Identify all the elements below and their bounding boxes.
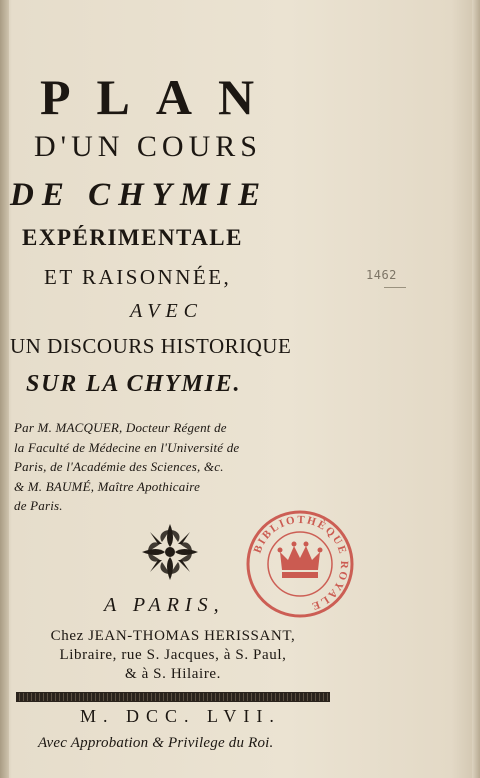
publisher-imprint [12, 627, 334, 684]
publication-place: A PARIS, [104, 594, 225, 616]
subtitle-line-6: UN DISCOURS HISTORIQUE [10, 334, 292, 358]
subtitle-line-7: SUR LA CHYMIE. [26, 371, 242, 397]
credits-line-4: & M. BAUMÉ, Maître Apothicaire [14, 478, 201, 494]
credits-line-3: Paris, de l'Académie des Sciences, &c. [14, 459, 224, 474]
subtitle-line-5: AVEC [130, 300, 203, 322]
subtitle-line-3: EXPÉRIMENTALE [22, 225, 243, 250]
svg-text:BIBLIOTHÈQUE ROYALE: BIBLIOTHÈQUE ROYALE [251, 513, 351, 613]
page-edge [472, 0, 480, 778]
royal-approbation: Avec Approbation & Privilege du Roi. [38, 735, 274, 751]
publication-date: M. DCC. LVII. [80, 706, 281, 726]
imprint-line-1: Chez JEAN-THOMAS HERISSANT, [50, 628, 296, 644]
handwritten-shelf-note: 1462 [366, 268, 397, 282]
imprint-line-2: Libraire, rue S. Jacques, à S. Paul, [59, 647, 287, 663]
author-credits [14, 418, 336, 516]
subtitle-line-4: ET RAISONNÉE, [44, 265, 232, 289]
credits-line-5: de Paris. [14, 498, 63, 513]
imprint-line-3: & à S. Hilaire. [124, 666, 222, 682]
subtitle-line-2: DE CHYMIE [10, 177, 269, 213]
library-crown-stamp-icon [244, 508, 356, 620]
floral-ornament-icon [138, 520, 202, 584]
book-title: PLAN [40, 69, 281, 125]
credits-line-1: Par M. MACQUER, Docteur Régent de [14, 420, 227, 435]
credits-line-2: la Faculté de Médecine en l'Université de [14, 439, 240, 455]
decorative-rule [16, 692, 330, 702]
subtitle-line-1: D'UN COURS [34, 130, 262, 163]
book-gutter [0, 0, 9, 778]
